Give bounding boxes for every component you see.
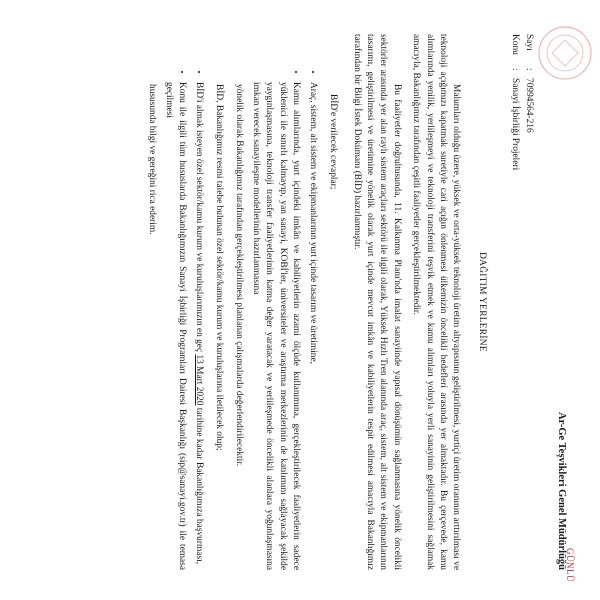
paragraph-3: BİD, Bakanlığımız resmi talebe bulunan özel sektör/kamu kurum ve kuruluşlarına iletilecek olup;: [214, 84, 225, 451]
list-item: • BİD'i almak isteyen özel sektör/kamu kurum ve kuruluşlarımızın en geç 13 Mart 2020 tarihine kadar Bakanlığımıza başvurması,: [191, 82, 205, 570]
distribution-heading: DAĞITIM YERLERİNE: [476, 252, 487, 352]
sayi-row: Sayı : 70994564-216: [521, 34, 534, 570]
question-line: BİD'e verilecek cevaplar;: [328, 94, 339, 190]
konu-value: Sanayi İşbirliği Projeleri: [510, 78, 521, 171]
ministry-emblem-icon: [536, 18, 594, 88]
bullet-continuation: yönelik olarak Bakanlığımız tarafından gerçekleştirilmesi planlanan çalışmalarda değerlendirilecektir.: [233, 84, 244, 467]
bullet-list-2: [162, 34, 206, 570]
list-item: • Araç, sistem, alt sistem ve ekipmanlarının yurt içinde tasarım ve üretimine,: [305, 82, 319, 570]
paragraph-2: Bu faaliyetler doğrultusunda, 11. Kalkınma Planı'nda imalat sanayiinde yapısal dönüşümün sağlanmasına yönelik öncelikli sektörler arasında yer alan raylı sistem araçları sektörü ile ilgili olarak, Yüksek Hızlı Tren alanında araç, sistem, alt sistem ve ekipmanlarının tasarımı, geliştirilmesi ve üretimine yönelik olarak yurt içinde mevcut imkân ve kabiliyetlerin tespit edilmesi amacıyla Bakanlığımız tarafından bir Bilgi İstek Dokümanı (BİD) hazırlanmıştır.: [351, 34, 402, 570]
organization-title: Ar-Ge Teşvikleri Genel Müdürlüğü: [556, 412, 567, 570]
bullet-list-1: [249, 34, 320, 570]
date-stamp-label: GÜNLÜ: [565, 548, 575, 582]
deadline-date: 13 Mart 2020: [193, 354, 204, 406]
closing-line: hususunda bilgi ve gereğini rica ederim.: [146, 84, 157, 235]
list-item: • Kamu alımlarında, yurt içindeki imkân ve kabiliyetlerin azami ölçüde kullanımına, gerçekleştirilecek faaliyetlerin sadece yüklenici ile sınırlı kalmayıp, yan sanayi, KOBİ'ler, üniversiteler ve araştırma merkezlerinin de katılımını sağlayacak şekilde yaygınlaşmasına, teknoloji transfer faaliyetlerinin katma değer yaratacak ve yerlileşmede öncelikli alanlara yoğunlaşmasına imkan verecek sanayileşme modellerinin hazırlanmasına: [249, 82, 304, 570]
document-meta: [508, 34, 535, 570]
sayi-value: 70994564-216: [523, 78, 534, 133]
paragraph-1: Malumları olduğu üzere, yüksek ve orta-yüksek teknoloji üretim altyapısının geliştirilmesi, yurtiçi üretim oranının arttırılması ve teknoloji açığımızı kapatmak suretiyle cari açığın önlenmesi ülkemizin öncelikli hedefleri arasında yer almaktadır. Bu çerçevede, kamu alımlarında yenilik, yerlileşmeyi ve teknoloji transferini teşvik etmek ve kamu alımları yoluyla yerli sanayinin geliştirilmesini sağlamak amacıyla, Bakanlığımız tarafından çeşitli faaliyetler gerçekleştirilmektedir.: [411, 34, 462, 570]
konu-key: Konu: [510, 34, 521, 55]
list-item: • Konu ile ilgili tüm hususlarda Bakanlığımızın Sanayi İşbirliği Programları Dairesi Başkanlığı (sip@sanayi.gov.tr) ile temasa geçilmesi: [162, 82, 190, 570]
sayi-key: Sayı: [523, 34, 534, 51]
konu-row: Konu : Sanayi İşbirliği Projeleri: [508, 34, 521, 570]
